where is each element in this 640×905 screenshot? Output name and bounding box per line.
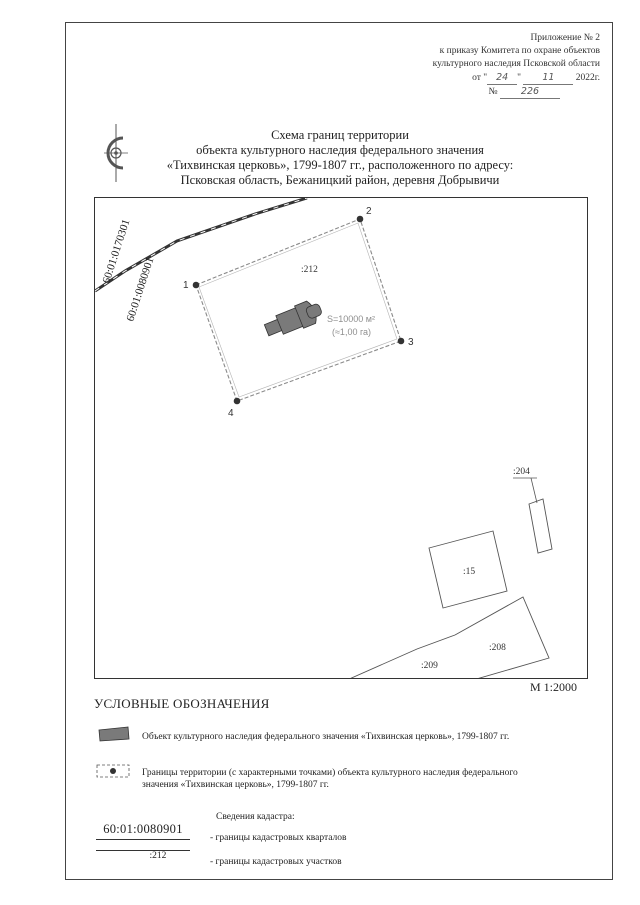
title-line-3: «Тихвинская церковь», 1799-1807 гг., расположенного по адресу: xyxy=(166,158,514,172)
point-label-2: 2 xyxy=(366,206,372,217)
date-year-prefix: 20 xyxy=(573,73,586,83)
legend-item-boundary xyxy=(142,767,592,791)
point-label-3: 3 xyxy=(408,337,414,348)
quarter-boundary-dashes xyxy=(95,198,307,291)
number-prefix: № xyxy=(488,87,498,97)
parcel-204-leader xyxy=(531,478,537,503)
legend-quarter-sample-text: 60:01:0080901 xyxy=(103,822,183,836)
legend-parcel-desc: - границы кадастровых участков xyxy=(210,857,342,867)
title-line-2: объекта культурного наследия федерального значения xyxy=(196,143,484,157)
legend-quarter-sample xyxy=(96,822,190,840)
date-month: 11 xyxy=(523,71,573,85)
parcel-label-208: :208 xyxy=(489,643,506,653)
boundary-point-3 xyxy=(398,338,405,345)
legend-boundary-symbol xyxy=(96,764,130,778)
quarter-label-2: 60:01:0080901 xyxy=(124,255,157,323)
area-label-ha: (≈1,00 га) xyxy=(332,327,372,337)
quarter-label-1: 60:01:0170301 xyxy=(100,217,133,285)
appendix-date xyxy=(433,71,600,85)
appendix-line-1: Приложение № 2 xyxy=(530,33,600,43)
parcel-label-204: :204 xyxy=(513,467,530,477)
parcel-label-209: :209 xyxy=(421,661,438,671)
legend-quarter-desc: - границы кадастровых кварталов xyxy=(210,833,347,843)
area-label: S=10000 м² xyxy=(327,314,375,324)
title-line-4: Псковская область, Бежаницкий район, деревня Добрывичи xyxy=(180,173,500,187)
quarter-boundary xyxy=(95,198,307,291)
parcel-208 xyxy=(455,597,549,679)
date-prefix: от " xyxy=(472,73,488,83)
appendix-line-2: к приказу Комитета по охране объектов xyxy=(439,46,600,56)
legend-boundary-line-1: Границы территории (с характерными точками) объекта культурного наследия федерального xyxy=(142,768,518,778)
appendix-header xyxy=(433,32,600,99)
parcel-209-boundary xyxy=(347,635,455,679)
boundary-point-2 xyxy=(357,216,364,223)
cadastre-heading: Сведения кадастра: xyxy=(216,812,295,822)
map-scale: М 1:2000 xyxy=(530,680,578,694)
legend-boundary-line-2: значения «Тихвинская церковь», 1799-1807 гг. xyxy=(142,780,329,790)
legend-church-symbol xyxy=(98,726,130,742)
parcel-label-15: :15 xyxy=(463,567,476,577)
site-map-svg xyxy=(95,198,588,679)
site-map xyxy=(94,197,588,679)
boundary-point-1 xyxy=(193,282,200,289)
legend-parcel-sample-text: :212 xyxy=(149,851,167,861)
point-label-4: 4 xyxy=(228,408,234,419)
number-value: 226 xyxy=(500,85,560,99)
parcel-204 xyxy=(529,499,552,553)
date-mid: " xyxy=(517,73,524,83)
legend-quarter-rule xyxy=(96,839,190,840)
legend-title: УСЛОВНЫЕ ОБОЗНАЧЕНИЯ xyxy=(94,696,270,711)
point-label-1: 1 xyxy=(183,280,189,291)
appendix-number xyxy=(433,85,560,99)
title-line-1: Схема границ территории xyxy=(271,128,409,142)
church-footprint xyxy=(262,297,325,341)
appendix-line-3: культурного наследия Псковской области xyxy=(432,59,600,69)
legend-parcel-sample xyxy=(96,850,190,861)
document-title xyxy=(120,128,560,188)
parcel-label-212: :212 xyxy=(301,265,318,275)
boundary-point-4 xyxy=(234,398,241,405)
legend-item-church: Объект культурного наследия федерального значения «Тихвинская церковь», 1799-1807 гг. xyxy=(142,732,510,742)
date-day: 24 xyxy=(487,71,517,85)
legend-parcel-rule xyxy=(96,850,190,851)
date-year-suffix: 22г. xyxy=(585,73,600,83)
